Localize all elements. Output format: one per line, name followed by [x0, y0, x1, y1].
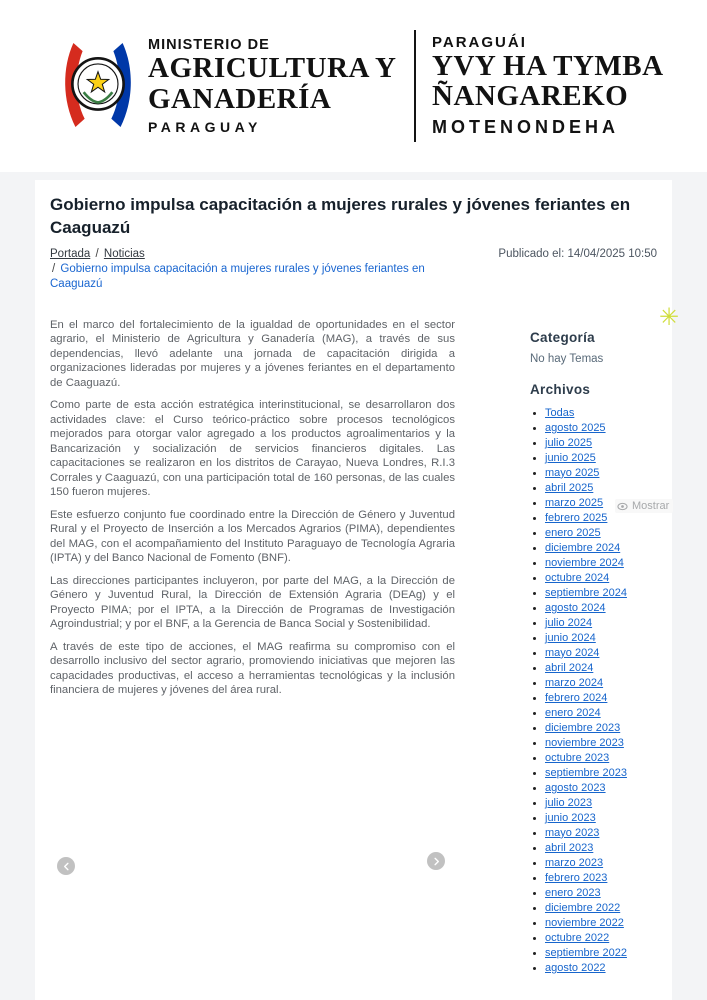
archive-link[interactable]: marzo 2025	[545, 496, 604, 509]
archive-item	[545, 406, 657, 421]
archive-link[interactable]: diciembre 2022	[545, 901, 621, 914]
published-date: Publicado el: 14/04/2025 10:50	[498, 247, 657, 260]
article-paragraph: En el marco del fortalecimiento de la igualdad de oportunidades en el sector agrario, el Ministerio de Agricultura y Ganadería (MAG), a través de sus dependencias, llevó adelante una jornada de capacitación dirigida a organizaciones lideradas por mujeres y a jóvenes feriantes en el departamento de Caaguazú.	[50, 318, 455, 389]
brand-line-nangareko: ÑANGAREKO	[432, 80, 629, 112]
header-divider	[414, 30, 416, 142]
archive-item	[545, 556, 657, 571]
archive-item	[545, 706, 657, 721]
brand-line-paraguai: PARAGUÁI	[432, 33, 527, 51]
breadcrumb-current-link[interactable]: Gobierno impulsa capacitación a mujeres rurales y jóvenes feriantes en Caaguazú	[50, 262, 425, 290]
archive-link[interactable]: octubre 2024	[545, 571, 610, 584]
content-columns	[50, 318, 657, 976]
archive-link[interactable]: julio 2024	[545, 616, 593, 629]
archive-link[interactable]: febrero 2023	[545, 871, 608, 884]
archive-link[interactable]: abril 2024	[545, 661, 594, 674]
archive-item	[545, 511, 657, 526]
archive-item	[545, 691, 657, 706]
article-paragraph: Como parte de esta acción estratégica interinstitucional, se desarrollaron dos actividades clave: el Curso teórico-práctico sobre procesos tecnológicos mejorados para otorgar valor agregado a los productos agroalimentarios y la Bancarización y socialización de servicios financieros digitales. Las capacitaciones se realizaron en los distritos de Carayao, Nueva Londres, R.I.3 Corrales y Caaguazú, con una participación total de 160 personas, de las cuales 150 fueron mujeres.	[50, 399, 455, 499]
article-paragraph: A través de este tipo de acciones, el MAG reafirma su compromiso con el desarrollo inclusivo del sector agrario, promoviendo iniciativas que mejoren las capacidades productivas, el acceso a herramientas tecnológicas y la inclusión financiera de mujeres y jóvenes del área rural.	[50, 640, 455, 697]
archive-item	[545, 841, 657, 856]
eye-icon	[617, 501, 628, 512]
accessibility-widget-icon[interactable]: ✳	[659, 304, 680, 331]
archive-link[interactable]: marzo 2023	[545, 856, 604, 869]
archive-item	[545, 856, 657, 871]
article-card	[35, 180, 672, 1000]
site-header	[0, 0, 707, 172]
brand-guarani	[432, 34, 690, 138]
archives-list	[530, 406, 657, 976]
archive-link[interactable]: febrero 2024	[545, 691, 608, 704]
archive-item	[545, 811, 657, 826]
archive-item	[545, 961, 657, 976]
archive-link[interactable]: abril 2023	[545, 841, 594, 854]
archive-link[interactable]: diciembre 2024	[545, 541, 621, 554]
archive-link[interactable]: agosto 2024	[545, 601, 606, 614]
archive-item	[545, 751, 657, 766]
archive-link[interactable]: mayo 2024	[545, 646, 600, 659]
archive-link[interactable]: abril 2025	[545, 481, 594, 494]
archive-link[interactable]: junio 2024	[545, 631, 596, 644]
archive-link[interactable]: junio 2025	[545, 451, 596, 464]
mostrar-tooltip	[615, 499, 673, 513]
archive-link[interactable]: mayo 2025	[545, 466, 600, 479]
archive-link[interactable]: octubre 2023	[545, 751, 610, 764]
article-paragraph: Las direcciones participantes incluyeron, por parte del MAG, a la Dirección de Género y Juventud Rural, la Dirección de Extensión Agraria (DEAg) y el Proyecto PIMA; por el IPTA, a la Dirección de Programas de Investigación Agroindustrial; y por el BNF, a la Gerencia de Banca Social y Sostenibilidad.	[50, 574, 455, 631]
archive-item	[545, 646, 657, 661]
archive-item	[545, 631, 657, 646]
archive-link[interactable]: julio 2023	[545, 796, 593, 809]
breadcrumb-portada-link[interactable]: Portada	[50, 247, 91, 260]
breadcrumb-separator: /	[52, 262, 56, 275]
breadcrumb	[50, 247, 480, 292]
tooltip-label: Mostrar	[632, 500, 670, 512]
archive-link[interactable]: junio 2023	[545, 811, 596, 824]
archive-item	[545, 616, 657, 631]
archive-item	[545, 571, 657, 586]
archive-item	[545, 946, 657, 961]
brand-line-yvy: YVY HA TYMBA	[432, 49, 664, 82]
archive-link[interactable]: enero 2024	[545, 706, 601, 719]
carousel-next-button[interactable]	[427, 852, 445, 870]
archive-link[interactable]: septiembre 2022	[545, 946, 627, 959]
article-meta-row	[50, 247, 657, 292]
page-title: Gobierno impulsa capacitación a mujeres rurales y jóvenes feriantes en Caaguazú	[50, 195, 631, 237]
archive-link[interactable]: septiembre 2024	[545, 586, 627, 599]
archive-item	[545, 826, 657, 841]
archive-item	[545, 676, 657, 691]
archive-link[interactable]: julio 2025	[545, 436, 593, 449]
archive-item	[545, 526, 657, 541]
archive-item	[545, 736, 657, 751]
archive-item	[545, 901, 657, 916]
brand-line-ganaderia: GANADERÍA	[148, 82, 332, 115]
archive-link[interactable]: agosto 2025	[545, 421, 606, 434]
brand-line-agricultura: AGRICULTURA Y	[148, 52, 397, 85]
archive-item	[545, 421, 657, 436]
archive-link[interactable]: noviembre 2022	[545, 916, 624, 929]
archive-link[interactable]: noviembre 2023	[545, 736, 624, 749]
sidebar	[530, 318, 657, 976]
archive-link[interactable]: agosto 2022	[545, 961, 606, 974]
archive-item	[545, 601, 657, 616]
archive-item	[545, 781, 657, 796]
archive-item	[545, 541, 657, 556]
archive-link[interactable]: enero 2023	[545, 886, 601, 899]
archive-link[interactable]: agosto 2023	[545, 781, 606, 794]
archive-item	[545, 481, 657, 496]
archive-link[interactable]: enero 2025	[545, 526, 601, 539]
archive-item	[545, 886, 657, 901]
brand-line-ministerio: MINISTERIO DE	[148, 37, 270, 54]
archive-item	[545, 436, 657, 451]
brand-line-paraguay: PARAGUAY	[148, 118, 262, 135]
archive-link[interactable]: noviembre 2024	[545, 556, 624, 569]
archive-item	[545, 931, 657, 946]
breadcrumb-separator: /	[95, 247, 99, 260]
archive-link[interactable]: diciembre 2023	[545, 721, 621, 734]
carousel-prev-button[interactable]	[57, 857, 75, 875]
archive-item	[545, 466, 657, 481]
archive-link[interactable]: octubre 2022	[545, 931, 610, 944]
archive-item	[545, 766, 657, 781]
archives-title: Archivos	[530, 381, 591, 397]
archive-item	[545, 451, 657, 466]
archive-item	[545, 796, 657, 811]
archive-link[interactable]: mayo 2023	[545, 826, 600, 839]
archive-item	[545, 916, 657, 931]
article-paragraph: Este esfuerzo conjunto fue coordinado entre la Dirección de Género y Juventud Rural y el Proyecto de Inserción a los Mercados Agrarios (PIMA), dependientes del MAG, con el acompañamiento del Instituto Paraguayo de Tecnología Agraria (IPTA) y del Banco Nacional de Fomento (BNF).	[50, 508, 455, 565]
archive-link[interactable]: Todas	[545, 406, 575, 419]
brand-spanish	[148, 37, 400, 134]
archive-item	[545, 871, 657, 886]
archive-item	[545, 586, 657, 601]
breadcrumb-noticias-link[interactable]: Noticias	[103, 247, 145, 260]
category-title: Categoría	[530, 329, 595, 345]
archive-item	[545, 721, 657, 736]
archive-link[interactable]: septiembre 2023	[545, 766, 627, 779]
archive-link[interactable]: febrero 2025	[545, 511, 608, 524]
main-content	[0, 172, 707, 1000]
brand-line-motenondeha: MOTENONDEHA	[432, 117, 619, 138]
category-empty-text: No hay Temas	[530, 352, 604, 365]
archive-link[interactable]: marzo 2024	[545, 676, 604, 689]
paraguay-coat-of-arms-logo	[57, 33, 139, 139]
archive-item	[545, 661, 657, 676]
article-body	[50, 318, 455, 976]
